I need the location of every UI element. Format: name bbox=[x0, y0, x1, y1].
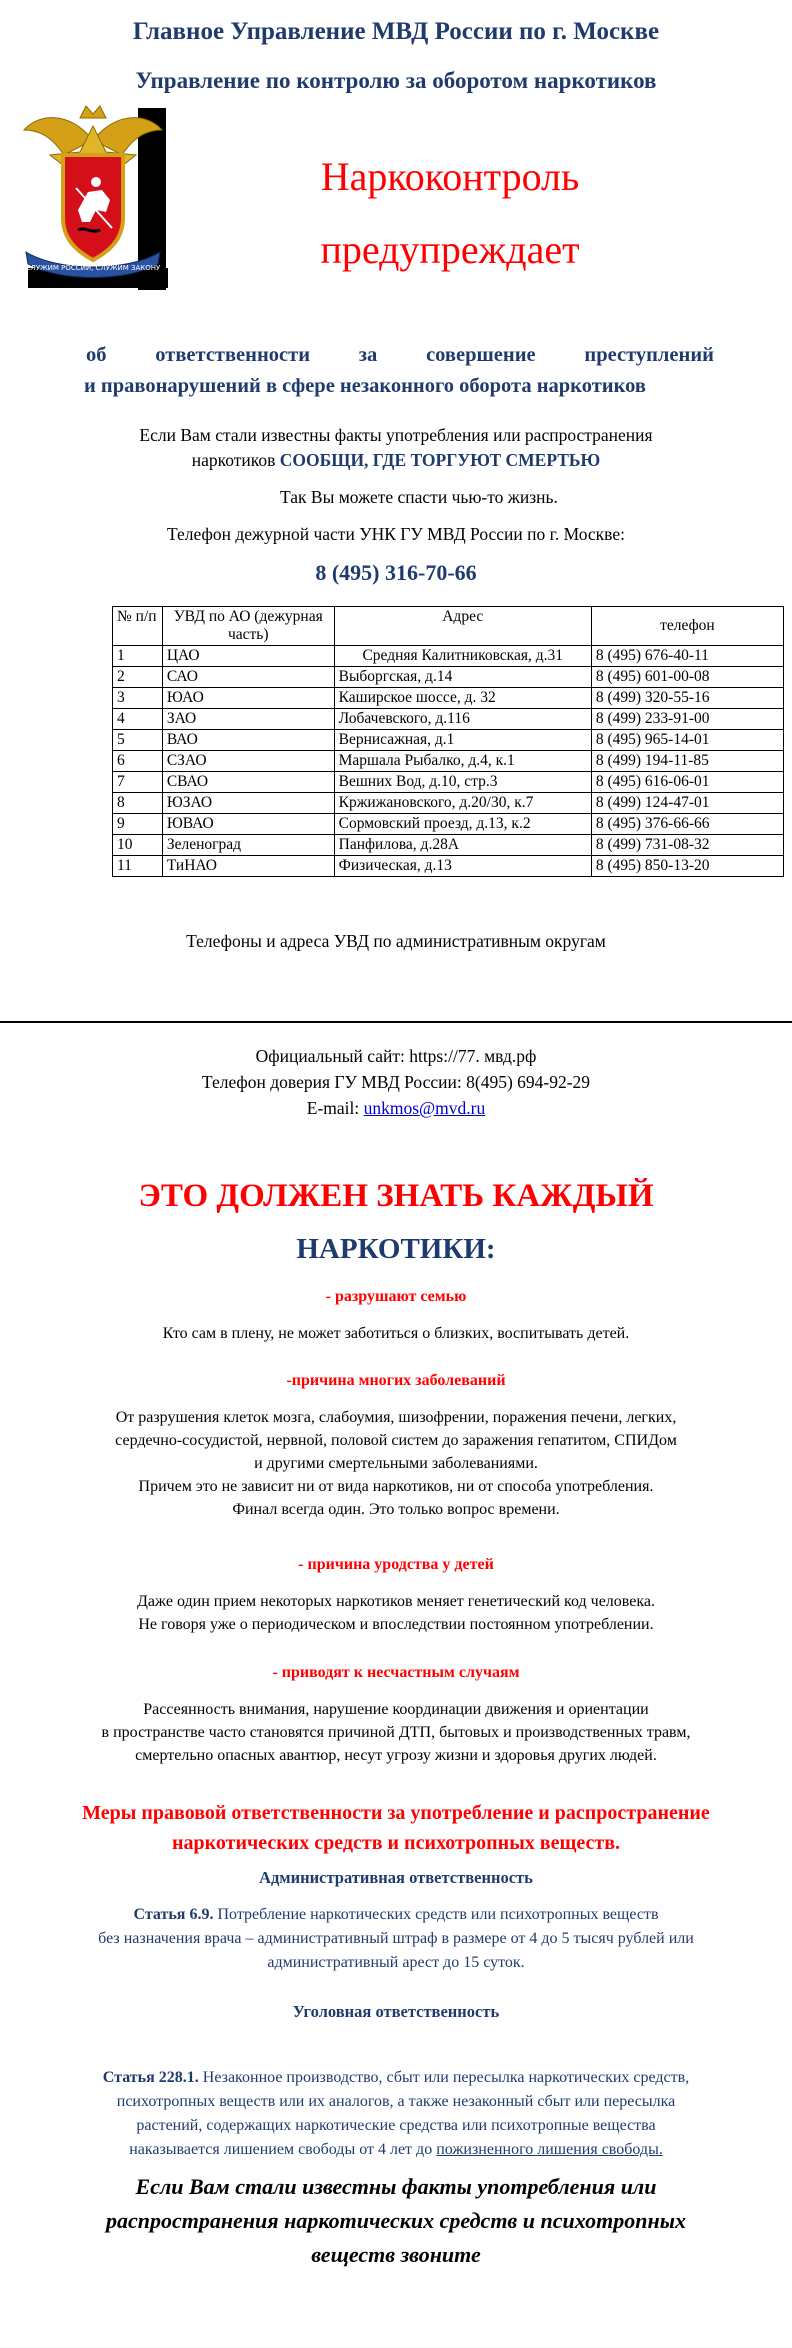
block-line: и другими смертельными заболеваниями. bbox=[254, 1455, 538, 1472]
block-line: Рассеянность внимания, нарушение координации движения и ориентации bbox=[143, 1701, 649, 1718]
cell-ovd: СВАО bbox=[162, 772, 334, 793]
admin-line: без назначения врача – административный штраф в размере от 4 до 5 тысяч рублей или bbox=[98, 1930, 694, 1947]
cell-number: 8 bbox=[113, 793, 163, 814]
header-subtitle: Управление по контролю за оборотом наркотиков bbox=[135, 68, 657, 93]
emblem-ribbon-text: СЛУЖИМ РОССИИ, СЛУЖИМ ЗАКОНУ bbox=[25, 264, 161, 272]
cell-address: Вернисажная, д.1 bbox=[334, 730, 591, 751]
table-row bbox=[113, 667, 784, 688]
subtitle-word: за bbox=[358, 344, 378, 366]
liability-title-line: Меры правовой ответственности за употребление и распространение bbox=[82, 1802, 710, 1824]
subtitle-word: об bbox=[86, 344, 107, 366]
table-row bbox=[113, 772, 784, 793]
table-row bbox=[113, 856, 784, 877]
cell-phone: 8 (495) 601-00-08 bbox=[591, 667, 783, 688]
block-head-family: - разрушают семью bbox=[325, 1288, 467, 1305]
subtitle-word: совершение bbox=[426, 344, 536, 366]
crim-line bbox=[0, 2138, 792, 2162]
liability-title bbox=[0, 1798, 792, 1858]
cell-address: Маршала Рыбалко, д.4, к.1 bbox=[334, 751, 591, 772]
block-text-family bbox=[0, 1322, 792, 1345]
cell-phone: 8 (495) 376-66-66 bbox=[591, 814, 783, 835]
table-row bbox=[113, 709, 784, 730]
cell-address: Физическая, д.13 bbox=[334, 856, 591, 877]
admin-article-text: Потребление наркотических средств или психотропных веществ bbox=[213, 1906, 659, 1923]
cell-ovd: ЮВАО bbox=[162, 814, 334, 835]
admin-article-number: Статья 6.9. bbox=[133, 1906, 214, 1923]
cell-number: 10 bbox=[113, 835, 163, 856]
admin-line: административный арест до 15 суток. bbox=[267, 1954, 525, 1971]
cell-address: Средняя Калитниковская, д.31 bbox=[334, 646, 591, 667]
cell-number: 2 bbox=[113, 667, 163, 688]
table-row bbox=[113, 814, 784, 835]
cell-phone: 8 (495) 850-13-20 bbox=[591, 856, 783, 877]
block-line: смертельно опасных авантюр, несут угрозу жизни и здоровья других людей. bbox=[135, 1747, 657, 1764]
crim-line: растений, содержащих наркотические средства или психотропные вещества bbox=[136, 2117, 656, 2134]
section2-title: ЭТО ДОЛЖЕН ЗНАТЬ КАЖДЫЙ bbox=[138, 1178, 654, 1214]
admin-liability-head: Административная ответственность bbox=[259, 1868, 533, 1887]
cell-ovd: САО bbox=[162, 667, 334, 688]
email-label: E-mail: bbox=[306, 1098, 364, 1118]
main-title-line1: Наркоконтроль bbox=[320, 154, 580, 199]
admin-line bbox=[0, 1903, 792, 1927]
crim-article-text: Незаконное производство, сбыт или пересылка наркотических средств, bbox=[198, 2069, 690, 2086]
block-line: в пространстве часто становятся причиной ДТП, бытовых и производственных травм, bbox=[101, 1724, 691, 1741]
block-line: Не говоря уже о периодическом и впоследствии постоянном употреблении. bbox=[138, 1616, 654, 1633]
col-header-phone: телефон bbox=[591, 607, 783, 646]
cell-phone: 8 (499) 233-91-00 bbox=[591, 709, 783, 730]
cell-number: 11 bbox=[113, 856, 163, 877]
col-header-address: Адрес bbox=[334, 607, 591, 646]
table-row bbox=[113, 751, 784, 772]
cell-ovd: ЮЗАО bbox=[162, 793, 334, 814]
cell-address: Выборгская, д.14 bbox=[334, 667, 591, 688]
admin-article bbox=[0, 1903, 792, 1975]
cell-ovd: СЗАО bbox=[162, 751, 334, 772]
cell-number: 5 bbox=[113, 730, 163, 751]
cell-phone: 8 (499) 194-11-85 bbox=[591, 751, 783, 772]
block-head-deformity: - причина уродства у детей bbox=[298, 1556, 494, 1573]
cell-number: 3 bbox=[113, 688, 163, 709]
email-line bbox=[0, 1095, 792, 1121]
crim-line4-prefix: наказывается лишением свободы от 4 лет до bbox=[129, 2141, 437, 2158]
cell-number: 7 bbox=[113, 772, 163, 793]
cell-number: 9 bbox=[113, 814, 163, 835]
crim-line: психотропных веществ или их аналогов, а также незаконный сбыт или пересылка bbox=[116, 2093, 676, 2110]
duty-label: Телефон дежурной части УНК ГУ МВД России по г. Москве: bbox=[167, 524, 625, 544]
appeal-line2 bbox=[0, 447, 792, 473]
table-caption: Телефоны и адреса УВД по административным округам bbox=[186, 931, 606, 951]
appeal-save: Так Вы можете спасти чью-то жизнь. bbox=[280, 487, 558, 507]
subtitle-word: преступлений bbox=[584, 344, 714, 366]
block-line: Кто сам в плену, не может заботиться о близких, воспитывать детей. bbox=[162, 1325, 630, 1342]
col-header-number: № п/п bbox=[113, 607, 163, 646]
cell-ovd: ТиНАО bbox=[162, 856, 334, 877]
block-head-diseases: -причина многих заболеваний bbox=[286, 1372, 506, 1389]
mvd-moscow-emblem bbox=[18, 100, 168, 292]
cell-address: Лобачевского, д.116 bbox=[334, 709, 591, 730]
official-site: Официальный сайт: https://77. мвд.рф bbox=[255, 1046, 537, 1066]
block-line: От разрушения клеток мозга, слабоумия, шизофрении, поражения печени, легких, bbox=[115, 1409, 677, 1426]
col-header-ovd: УВД по АО (дежурная часть) bbox=[162, 607, 334, 646]
criminal-article bbox=[0, 2066, 792, 2162]
cell-ovd: Зеленоград bbox=[162, 835, 334, 856]
cell-phone: 8 (499) 731-08-32 bbox=[591, 835, 783, 856]
crim-article-number: Статья 228.1. bbox=[102, 2069, 199, 2086]
block-line: сердечно-сосудистой, нервной, половой систем до заражения гепатитом, СПИДом bbox=[115, 1432, 677, 1449]
crim-line bbox=[0, 2066, 792, 2090]
page-divider bbox=[0, 1021, 792, 1023]
cell-phone: 8 (495) 676-40-11 bbox=[591, 646, 783, 667]
duty-phone: 8 (495) 316-70-66 bbox=[315, 560, 477, 585]
cell-phone: 8 (495) 616-06-01 bbox=[591, 772, 783, 793]
block-text-deformity bbox=[0, 1590, 792, 1636]
section2-subtitle: НАРКОТИКИ: bbox=[296, 1233, 496, 1265]
header-title: Главное Управление МВД России по г. Москве bbox=[132, 18, 660, 45]
main-title-line2: предупреждает bbox=[320, 227, 580, 272]
cell-address: Панфилова, д.28А bbox=[334, 835, 591, 856]
appeal-emphasis: СООБЩИ, ГДЕ ТОРГУЮТ СМЕРТЬЮ bbox=[279, 450, 601, 470]
email-link[interactable]: unkmos@mvd.ru bbox=[363, 1098, 486, 1118]
table-row bbox=[113, 835, 784, 856]
cell-ovd: ЮАО bbox=[162, 688, 334, 709]
closing-line: распространения наркотических средств и психотропных bbox=[105, 2208, 687, 2233]
subtitle-word: ответственности bbox=[155, 344, 311, 366]
cell-address: Сормовский проезд, д.13, к.2 bbox=[334, 814, 591, 835]
table-row bbox=[113, 793, 784, 814]
cell-phone: 8 (495) 965-14-01 bbox=[591, 730, 783, 751]
cell-number: 1 bbox=[113, 646, 163, 667]
crim-line4-underlined: пожизненного лишения свободы. bbox=[436, 2141, 663, 2158]
table-header-row bbox=[113, 607, 784, 646]
liability-title-line: наркотических средств и психотропных веществ. bbox=[171, 1832, 620, 1854]
ovd-table bbox=[112, 606, 784, 877]
closing-line: Если Вам стали известны факты употребления или bbox=[135, 2174, 657, 2199]
cell-address: Вешних Вод, д.10, стр.3 bbox=[334, 772, 591, 793]
criminal-liability-head: Уголовная ответственность bbox=[292, 2002, 500, 2021]
block-line: Финал всегда один. Это только вопрос времени. bbox=[232, 1501, 560, 1518]
cell-address: Каширское шоссе, д. 32 bbox=[334, 688, 591, 709]
block-line: Даже один прием некоторых наркотиков меняет генетический код человека. bbox=[137, 1593, 655, 1610]
cell-ovd: ВАО bbox=[162, 730, 334, 751]
cell-ovd: ЦАО bbox=[162, 646, 334, 667]
cell-address: Кржижановского, д.20/30, к.7 bbox=[334, 793, 591, 814]
appeal-line1: Если Вам стали известны факты употребления или распространения bbox=[139, 425, 653, 445]
block-line: Причем это не зависит ни от вида наркотиков, ни от способа употребления. bbox=[138, 1478, 654, 1495]
cell-ovd: ЗАО bbox=[162, 709, 334, 730]
table-row bbox=[113, 730, 784, 751]
subtitle-line1 bbox=[86, 344, 714, 367]
block-head-accidents: - приводят к несчастным случаям bbox=[272, 1664, 520, 1681]
table-row bbox=[113, 646, 784, 667]
block-text-diseases bbox=[0, 1406, 792, 1521]
closing-line: веществ звоните bbox=[311, 2242, 481, 2267]
cell-phone: 8 (499) 124-47-01 bbox=[591, 793, 783, 814]
table-row bbox=[113, 688, 784, 709]
subtitle-line2: и правонарушений в сфере незаконного оборота наркотиков bbox=[84, 375, 646, 397]
block-text-accidents bbox=[0, 1698, 792, 1767]
cell-number: 4 bbox=[113, 709, 163, 730]
appeal-prefix: наркотиков bbox=[191, 450, 280, 470]
closing-text bbox=[0, 2170, 792, 2272]
cell-number: 6 bbox=[113, 751, 163, 772]
hotline: Телефон доверия ГУ МВД России: 8(495) 694-92-29 bbox=[201, 1072, 591, 1092]
cell-phone: 8 (499) 320-55-16 bbox=[591, 688, 783, 709]
